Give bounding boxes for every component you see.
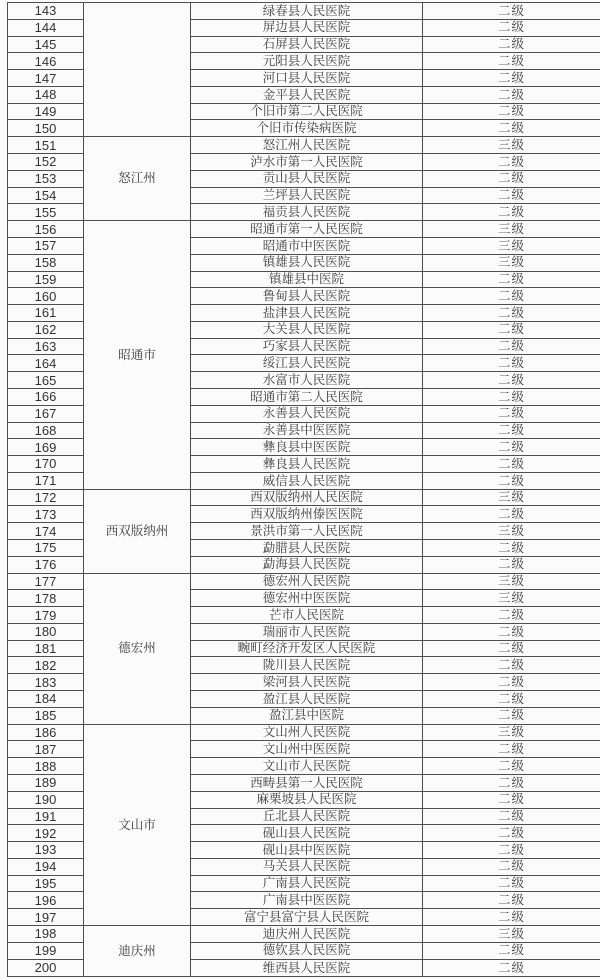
table-row (8, 137, 600, 154)
grade-cell: 二级 (423, 86, 600, 103)
hospital-name-cell: 鲁甸县人民医院 (191, 288, 423, 305)
grade-cell: 三级 (423, 489, 600, 506)
grade-cell: 二级 (423, 53, 600, 70)
row-number-cell: 191 (8, 808, 84, 825)
hospital-name-cell: 兰坪县人民医院 (191, 187, 423, 204)
hospital-name-cell: 文山市人民医院 (191, 758, 423, 775)
row-number-cell: 187 (8, 741, 84, 758)
row-number-cell: 148 (8, 86, 84, 103)
row-number-cell: 145 (8, 36, 84, 53)
grade-cell: 三级 (423, 523, 600, 540)
hospital-name-cell: 怒江州人民医院 (191, 137, 423, 154)
row-number-cell: 190 (8, 791, 84, 808)
grade-cell: 二级 (423, 942, 600, 959)
grade-cell: 二级 (423, 858, 600, 875)
row-number-cell: 173 (8, 506, 84, 523)
grade-cell: 二级 (423, 875, 600, 892)
grade-cell: 二级 (423, 422, 600, 439)
hospital-name-cell: 砚山县中医医院 (191, 842, 423, 859)
row-number-cell: 174 (8, 523, 84, 540)
grade-cell: 二级 (423, 36, 600, 53)
row-number-cell: 158 (8, 254, 84, 271)
hospital-name-cell: 泸水市第一人民医院 (191, 154, 423, 171)
row-number-cell: 149 (8, 103, 84, 120)
row-number-cell: 180 (8, 623, 84, 640)
hospital-name-cell: 丘北县人民医院 (191, 808, 423, 825)
row-number-cell: 177 (8, 573, 84, 590)
grade-cell: 二级 (423, 540, 600, 557)
row-number-cell: 166 (8, 388, 84, 405)
grade-cell: 二级 (423, 808, 600, 825)
grade-cell: 二级 (423, 103, 600, 120)
row-number-cell: 199 (8, 942, 84, 959)
hospital-name-cell: 贡山县人民医院 (191, 170, 423, 187)
grade-cell: 三级 (423, 237, 600, 254)
hospital-name-cell: 个旧市传染病医院 (191, 120, 423, 137)
table-row (8, 724, 600, 741)
row-number-cell: 154 (8, 187, 84, 204)
hospital-name-cell: 广南县中医医院 (191, 892, 423, 909)
row-number-cell: 186 (8, 724, 84, 741)
grade-cell: 二级 (423, 439, 600, 456)
row-number-cell: 153 (8, 170, 84, 187)
grade-cell: 二级 (423, 355, 600, 372)
hospital-name-cell: 巧家县人民医院 (191, 338, 423, 355)
row-number-cell: 185 (8, 707, 84, 724)
table-row (8, 573, 600, 590)
region-cell: 西双版纳州 (84, 489, 191, 573)
hospital-name-cell: 威信县人民医院 (191, 472, 423, 489)
row-number-cell: 196 (8, 892, 84, 909)
row-number-cell: 156 (8, 221, 84, 238)
grade-cell: 三级 (423, 590, 600, 607)
row-number-cell: 197 (8, 909, 84, 926)
grade-cell: 二级 (423, 506, 600, 523)
hospital-name-cell: 元阳县人民医院 (191, 53, 423, 70)
row-number-cell: 165 (8, 372, 84, 389)
region-cell: 怒江州 (84, 137, 191, 221)
grade-cell: 二级 (423, 187, 600, 204)
row-number-cell: 179 (8, 607, 84, 624)
row-number-cell: 144 (8, 19, 84, 36)
row-number-cell: 181 (8, 640, 84, 657)
hospital-name-cell: 马关县人民医院 (191, 858, 423, 875)
hospital-name-cell: 绿春县人民医院 (191, 3, 423, 20)
row-number-cell: 163 (8, 338, 84, 355)
row-number-cell: 170 (8, 456, 84, 473)
hospital-name-cell: 文山州中医医院 (191, 741, 423, 758)
row-number-cell: 157 (8, 237, 84, 254)
hospital-name-cell: 大关县人民医院 (191, 321, 423, 338)
row-number-cell: 162 (8, 321, 84, 338)
hospital-name-cell: 梁河县人民医院 (191, 674, 423, 691)
grade-cell: 二级 (423, 758, 600, 775)
row-number-cell: 155 (8, 204, 84, 221)
hospital-name-cell: 西双版纳州傣医医院 (191, 506, 423, 523)
grade-cell: 三级 (423, 254, 600, 271)
hospital-name-cell: 迪庆州人民医院 (191, 925, 423, 942)
hospital-name-cell: 彝良县中医医院 (191, 439, 423, 456)
row-number-cell: 178 (8, 590, 84, 607)
row-number-cell: 167 (8, 405, 84, 422)
hospital-name-cell: 广南县人民医院 (191, 875, 423, 892)
hospital-name-cell: 麻栗坡县人民医院 (191, 791, 423, 808)
hospital-name-cell: 德钦县人民医院 (191, 942, 423, 959)
grade-cell: 二级 (423, 623, 600, 640)
grade-cell: 三级 (423, 724, 600, 741)
grade-cell: 二级 (423, 607, 600, 624)
row-number-cell: 192 (8, 825, 84, 842)
row-number-cell: 159 (8, 271, 84, 288)
table-row (8, 221, 600, 238)
table-row (8, 925, 600, 942)
hospital-name-cell: 德宏州人民医院 (191, 573, 423, 590)
grade-cell: 二级 (423, 892, 600, 909)
grade-cell: 二级 (423, 3, 600, 20)
row-number-cell: 183 (8, 674, 84, 691)
row-number-cell: 188 (8, 758, 84, 775)
grade-cell: 二级 (423, 842, 600, 859)
grade-cell: 三级 (423, 925, 600, 942)
hospital-name-cell: 永善县人民医院 (191, 405, 423, 422)
row-number-cell: 200 (8, 959, 84, 976)
grade-cell: 二级 (423, 741, 600, 758)
grade-cell: 二级 (423, 70, 600, 87)
hospital-name-cell: 维西县人民医院 (191, 959, 423, 976)
hospital-name-cell: 陇川县人民医院 (191, 657, 423, 674)
grade-cell: 二级 (423, 909, 600, 926)
row-number-cell: 147 (8, 70, 84, 87)
grade-cell: 二级 (423, 288, 600, 305)
grade-cell: 二级 (423, 456, 600, 473)
hospital-name-cell: 西双版纳州人民医院 (191, 489, 423, 506)
grade-cell: 二级 (423, 154, 600, 171)
grade-cell: 二级 (423, 120, 600, 137)
grade-cell: 三级 (423, 573, 600, 590)
hospital-name-cell: 盈江县人民医院 (191, 691, 423, 708)
row-number-cell: 193 (8, 842, 84, 859)
hospital-name-cell: 芒市人民医院 (191, 607, 423, 624)
grade-cell: 二级 (423, 556, 600, 573)
grade-cell: 二级 (423, 170, 600, 187)
hospital-name-cell: 德宏州中医医院 (191, 590, 423, 607)
hospital-name-cell: 金平县人民医院 (191, 86, 423, 103)
hospital-name-cell: 盐津县人民医院 (191, 305, 423, 322)
row-number-cell: 150 (8, 120, 84, 137)
row-number-cell: 143 (8, 3, 84, 20)
table-row (8, 3, 600, 20)
hospital-name-cell: 河口县人民医院 (191, 70, 423, 87)
hospital-name-cell: 景洪市第一人民医院 (191, 523, 423, 540)
row-number-cell: 184 (8, 691, 84, 708)
grade-cell: 二级 (423, 204, 600, 221)
grade-cell: 二级 (423, 321, 600, 338)
grade-cell: 二级 (423, 959, 600, 976)
hospital-name-cell: 水富市人民医院 (191, 372, 423, 389)
region-cell: 德宏州 (84, 573, 191, 724)
hospital-name-cell: 砚山县人民医院 (191, 825, 423, 842)
row-number-cell: 172 (8, 489, 84, 506)
hospital-name-cell: 彝良县人民医院 (191, 456, 423, 473)
region-cell: 文山市 (84, 724, 191, 925)
grade-cell: 二级 (423, 657, 600, 674)
row-number-cell: 146 (8, 53, 84, 70)
row-number-cell: 160 (8, 288, 84, 305)
hospital-name-cell: 富宁县富宁县人民医院 (191, 909, 423, 926)
grade-cell: 二级 (423, 472, 600, 489)
row-number-cell: 151 (8, 137, 84, 154)
grade-cell: 二级 (423, 338, 600, 355)
hospital-name-cell: 福贡县人民医院 (191, 204, 423, 221)
grade-cell: 二级 (423, 271, 600, 288)
region-cell (84, 3, 191, 137)
row-number-cell: 171 (8, 472, 84, 489)
grade-cell: 二级 (423, 388, 600, 405)
hospital-name-cell: 盈江县中医院 (191, 707, 423, 724)
hospital-grade-table-wrapper (7, 2, 600, 977)
hospital-name-cell: 镇雄县人民医院 (191, 254, 423, 271)
hospital-name-cell: 昭通市中医医院 (191, 237, 423, 254)
hospital-name-cell: 石屏县人民医院 (191, 36, 423, 53)
table-row (8, 489, 600, 506)
row-number-cell: 189 (8, 774, 84, 791)
grade-cell: 二级 (423, 305, 600, 322)
grade-cell: 三级 (423, 221, 600, 238)
hospital-name-cell: 西畴县第一人民医院 (191, 774, 423, 791)
grade-cell: 二级 (423, 640, 600, 657)
hospital-name-cell: 绥江县人民医院 (191, 355, 423, 372)
hospital-table-body (8, 3, 600, 977)
grade-cell: 二级 (423, 774, 600, 791)
region-cell: 迪庆州 (84, 925, 191, 976)
hospital-name-cell: 昭通市第一人民医院 (191, 221, 423, 238)
row-number-cell: 194 (8, 858, 84, 875)
row-number-cell: 169 (8, 439, 84, 456)
hospital-grade-table (7, 2, 600, 977)
hospital-name-cell: 勐海县人民医院 (191, 556, 423, 573)
hospital-name-cell: 永善县中医医院 (191, 422, 423, 439)
hospital-name-cell: 文山州人民医院 (191, 724, 423, 741)
hospital-name-cell: 个旧市第二人民医院 (191, 103, 423, 120)
row-number-cell: 176 (8, 556, 84, 573)
hospital-name-cell: 瑞丽市人民医院 (191, 623, 423, 640)
grade-cell: 三级 (423, 137, 600, 154)
hospital-name-cell: 昭通市第二人民医院 (191, 388, 423, 405)
row-number-cell: 161 (8, 305, 84, 322)
row-number-cell: 175 (8, 540, 84, 557)
grade-cell: 二级 (423, 405, 600, 422)
row-number-cell: 168 (8, 422, 84, 439)
grade-cell: 二级 (423, 691, 600, 708)
grade-cell: 二级 (423, 825, 600, 842)
hospital-name-cell: 勐腊县人民医院 (191, 540, 423, 557)
grade-cell: 二级 (423, 372, 600, 389)
row-number-cell: 152 (8, 154, 84, 171)
row-number-cell: 195 (8, 875, 84, 892)
grade-cell: 二级 (423, 791, 600, 808)
row-number-cell: 198 (8, 925, 84, 942)
grade-cell: 二级 (423, 674, 600, 691)
grade-cell: 二级 (423, 707, 600, 724)
row-number-cell: 182 (8, 657, 84, 674)
hospital-name-cell: 镇雄县中医院 (191, 271, 423, 288)
hospital-name-cell: 畹町经济开发区人民医院 (191, 640, 423, 657)
hospital-name-cell: 屏边县人民医院 (191, 19, 423, 36)
region-cell: 昭通市 (84, 221, 191, 490)
grade-cell: 二级 (423, 19, 600, 36)
row-number-cell: 164 (8, 355, 84, 372)
